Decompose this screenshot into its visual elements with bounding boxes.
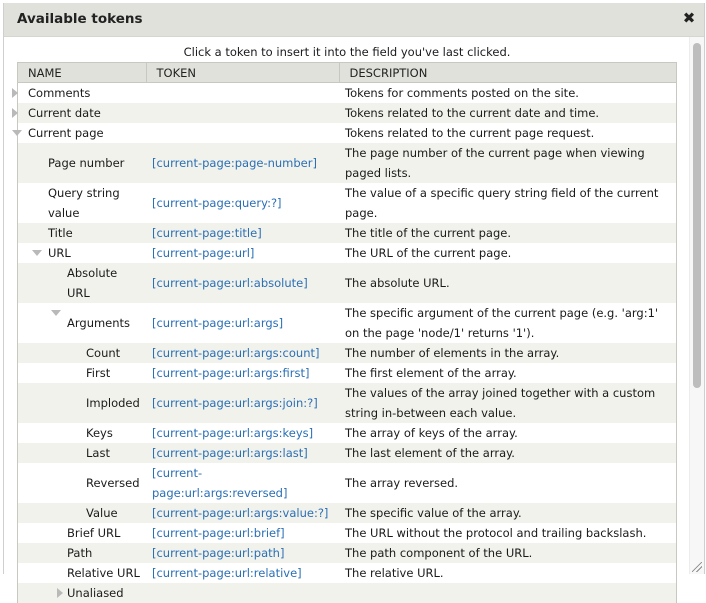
token-description: The absolute URL. [339, 263, 676, 303]
token-link[interactable]: [current-page:url:args:value:?] [152, 506, 329, 520]
token-cell [146, 223, 339, 243]
token-description: The relative URL. [339, 563, 676, 583]
token-description: The last element of the array. [339, 443, 676, 463]
token-description: The number of elements in the array. [339, 343, 676, 363]
table-row [18, 563, 676, 583]
scrollbar-thumb[interactable] [693, 43, 701, 388]
token-cell [146, 363, 339, 383]
column-header-name: NAME [18, 63, 146, 83]
token-name-label: Title [48, 226, 73, 240]
token-name-label: Current page [28, 126, 104, 140]
token-cell [146, 103, 339, 123]
token-link[interactable]: [current-page:query:?] [152, 196, 282, 210]
token-description: The values of the array joined together with a custom string in-between each value. [339, 383, 676, 423]
token-cell [146, 523, 339, 543]
token-description: Tokens for comments posted on the site. [339, 83, 676, 104]
token-name-cell [18, 463, 146, 503]
token-name-cell [18, 383, 146, 423]
collapse-arrow-icon[interactable] [12, 130, 22, 136]
table-row [18, 443, 676, 463]
expand-arrow-icon[interactable] [57, 588, 63, 598]
table-row [18, 223, 676, 243]
token-name-cell [18, 563, 146, 583]
token-name-cell [18, 503, 146, 523]
token-description: The specific argument of the current page (e.g. 'arg:1' on the page 'node/1' returns '1'). [339, 303, 676, 343]
token-name-label: Page number [48, 156, 125, 170]
token-description: The path component of the URL. [339, 543, 676, 563]
expand-arrow-icon[interactable] [12, 88, 18, 98]
token-cell [146, 443, 339, 463]
expand-arrow-icon[interactable] [12, 108, 18, 118]
token-name-label: Last [86, 446, 110, 460]
token-name-label: Query string value [48, 186, 120, 220]
token-name-label: Arguments [67, 316, 131, 330]
token-cell [146, 83, 339, 104]
table-row [18, 303, 676, 343]
token-name-label: Keys [86, 426, 113, 440]
dialog-titlebar[interactable] [4, 3, 704, 37]
token-link[interactable]: [current-page:url:absolute] [152, 276, 308, 290]
token-cell [146, 263, 339, 303]
token-name-label: Count [86, 346, 121, 360]
token-tree-table-wrap [17, 62, 677, 603]
token-cell [146, 343, 339, 363]
token-name-label: Unaliased [67, 586, 124, 600]
token-link[interactable]: [current-page:url:relative] [152, 566, 302, 580]
token-cell [146, 303, 339, 343]
table-row [18, 423, 676, 443]
token-name-label: Path [67, 546, 93, 560]
token-link[interactable]: [current-page:url:args:last] [152, 446, 308, 460]
vertical-scrollbar[interactable] [689, 37, 704, 574]
dialog-title: Available tokens [17, 11, 143, 27]
column-header-token: TOKEN [146, 63, 339, 83]
table-row [18, 243, 676, 263]
token-name-cell[interactable] [18, 83, 146, 104]
token-name-label: Absolute URL [67, 266, 118, 300]
table-row [18, 343, 676, 363]
token-name-cell [18, 523, 146, 543]
available-tokens-dialog [3, 3, 705, 600]
token-name-cell [18, 543, 146, 563]
table-row [18, 503, 676, 523]
token-name-label: URL [48, 246, 71, 260]
token-name-cell[interactable] [18, 583, 146, 603]
token-description: The value of a specific query string field of the current page. [339, 183, 676, 223]
token-name-cell [18, 183, 146, 223]
token-name-label: Reversed [86, 476, 140, 490]
close-icon[interactable]: ✖ [682, 9, 696, 27]
token-name-cell [18, 143, 146, 183]
table-row [18, 543, 676, 563]
token-name-label: Brief URL [67, 526, 121, 540]
token-cell [146, 583, 339, 603]
dialog-content [4, 37, 690, 600]
token-link[interactable]: [current-page:title] [152, 226, 262, 240]
token-link[interactable]: [current-page:url:brief] [152, 526, 285, 540]
token-description: The array reversed. [339, 463, 676, 503]
token-cell [146, 143, 339, 183]
token-name-cell [18, 363, 146, 383]
column-header-description: DESCRIPTION [339, 63, 676, 83]
token-cell [146, 503, 339, 523]
token-cell [146, 463, 339, 503]
token-name-label: Relative URL [67, 566, 140, 580]
token-description: The first element of the array. [339, 363, 676, 383]
token-link[interactable]: [current-page:page-number] [152, 156, 317, 170]
token-name-label: Current date [28, 106, 101, 120]
token-name-label: Comments [28, 86, 91, 100]
token-description: The title of the current page. [339, 223, 676, 243]
token-name-label: Value [86, 506, 118, 520]
table-row [18, 363, 676, 383]
token-name-label: Imploded [86, 396, 140, 410]
token-description: Tokens related to the current date and time. [339, 103, 676, 123]
token-link[interactable]: [current-page:url:args:join:?] [152, 396, 318, 410]
table-row [18, 383, 676, 423]
table-row [18, 523, 676, 543]
table-row [18, 463, 676, 503]
token-link[interactable]: [current-page:url:args] [152, 316, 284, 330]
token-link[interactable]: [current-page:url:args:count] [152, 346, 320, 360]
table-row [18, 83, 676, 104]
token-description: The array of keys of the array. [339, 423, 676, 443]
token-cell [146, 543, 339, 563]
token-name-cell [18, 343, 146, 363]
token-link[interactable]: [current-page:url:args:reversed] [152, 466, 288, 500]
table-row [18, 143, 676, 183]
token-cell [146, 383, 339, 423]
token-description: Tokens related to the current page request. [339, 123, 676, 143]
token-description: The URL of the current page. [339, 243, 676, 263]
token-link[interactable]: [current-page:url] [152, 246, 255, 260]
token-tree-table [18, 62, 676, 603]
token-name-cell[interactable] [18, 303, 146, 343]
table-header-row [18, 63, 676, 83]
token-description: The URL without the protocol and trailing backslash. [339, 523, 676, 543]
table-row [18, 103, 676, 123]
token-cell [146, 123, 339, 143]
token-cell [146, 183, 339, 223]
token-cell [146, 423, 339, 443]
token-name-cell [18, 423, 146, 443]
token-name-cell[interactable] [18, 103, 146, 123]
table-row [18, 183, 676, 223]
token-link[interactable]: [current-page:url:args:keys] [152, 426, 314, 440]
token-hint: Click a token to insert it into the field you've last clicked. [183, 45, 511, 59]
token-description [339, 583, 676, 603]
token-cell [146, 563, 339, 583]
token-name-cell [18, 223, 146, 243]
table-row [18, 123, 676, 143]
token-link[interactable]: [current-page:url:path] [152, 546, 285, 560]
token-link[interactable]: [current-page:url:args:first] [152, 366, 310, 380]
token-name-cell [18, 263, 146, 303]
token-name-cell [18, 443, 146, 463]
resize-handle-icon[interactable] [692, 562, 702, 572]
table-row [18, 583, 676, 603]
table-row [18, 263, 676, 303]
collapse-arrow-icon[interactable] [51, 310, 61, 316]
token-description: The page number of the current page when viewing paged lists. [339, 143, 676, 183]
collapse-arrow-icon[interactable] [32, 250, 42, 256]
token-cell [146, 243, 339, 263]
token-description: The specific value of the array. [339, 503, 676, 523]
token-name-cell[interactable] [18, 243, 146, 263]
token-name-label: First [86, 366, 111, 380]
token-name-cell[interactable] [18, 123, 146, 143]
